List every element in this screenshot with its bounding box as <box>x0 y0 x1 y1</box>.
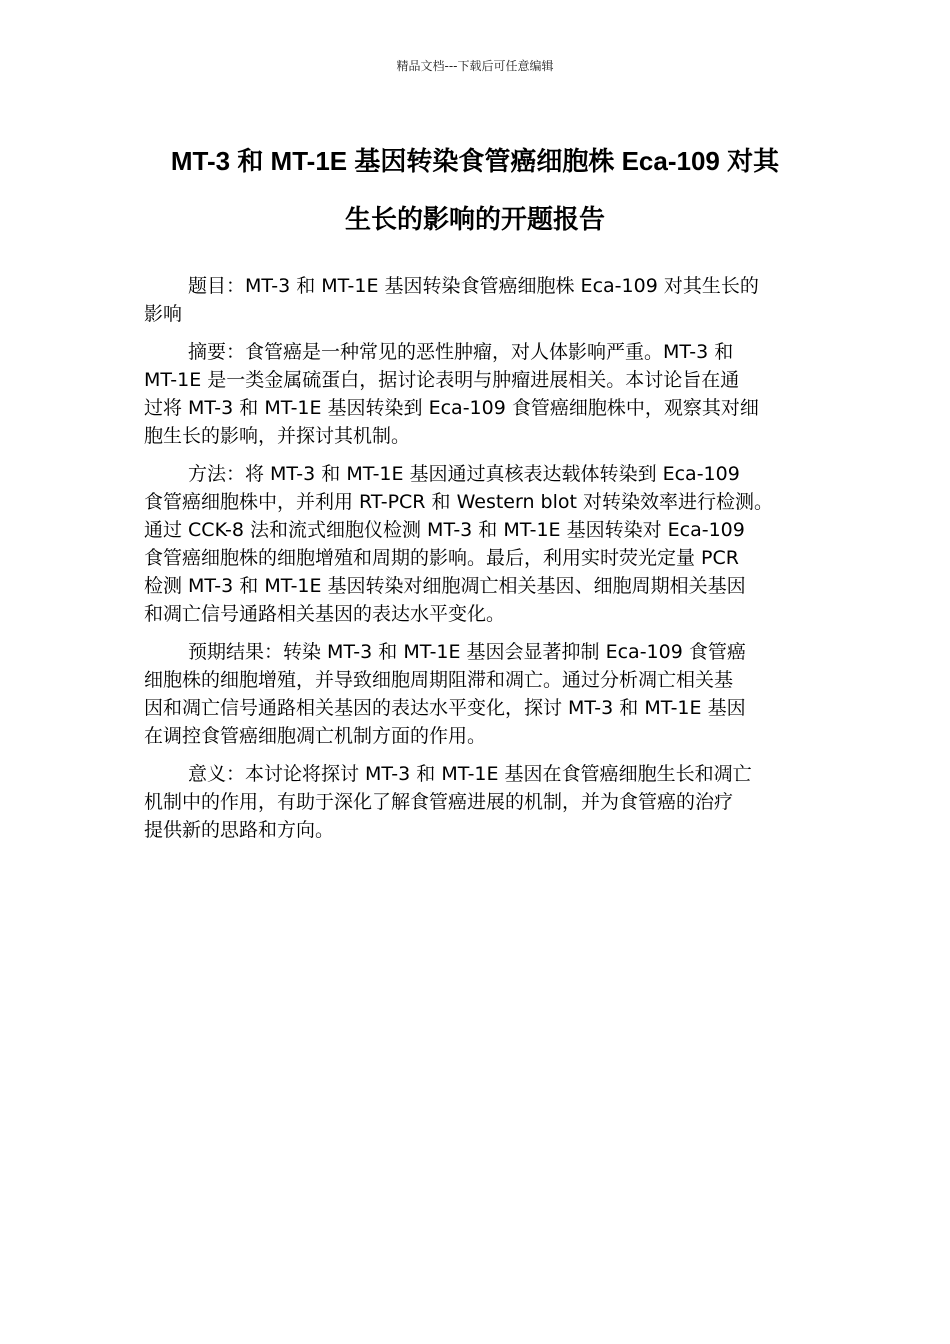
text-line: 机制中的作用，有助于深化了解食管癌进展的机制，并为食管癌的治疗 <box>144 791 734 813</box>
significance-paragraph <box>144 760 816 844</box>
text-line: 和凋亡信号通路相关基因的表达水平变化。 <box>144 603 506 625</box>
title-line-1: MT-3 和 MT-1E 基因转染食管癌细胞株 Eca-109 对其 <box>170 146 780 176</box>
text-line: 预期结果：转染 MT-3 和 MT-1E 基因会显著抑制 Eca-109 食管癌 <box>188 641 746 663</box>
text-line: 影响 <box>144 303 183 325</box>
expected-results-paragraph <box>144 638 816 750</box>
title-line-2: 生长的影响的开题报告 <box>344 204 605 234</box>
topic-paragraph <box>144 272 816 328</box>
text-line: 提供新的思路和方向。 <box>144 819 335 841</box>
text-line: 因和凋亡信号通路相关基因的表达水平变化，探讨 MT-3 和 MT-1E 基因 <box>144 697 746 719</box>
document-title <box>120 132 830 248</box>
text-line: 胞生长的影响，并探讨其机制。 <box>144 425 411 447</box>
text-line: 检测 MT-3 和 MT-1E 基因转染对细胞凋亡相关基因、细胞周期相关基因 <box>144 575 746 597</box>
text-line: MT-1E 是一类金属硫蛋白，据讨论表明与肿瘤进展相关。本讨论旨在通 <box>144 369 740 391</box>
text-line: 通过 CCK-8 法和流式细胞仪检测 MT-3 和 MT-1E 基因转染对 Eca-109 <box>144 519 745 541</box>
text-line: 方法：将 MT-3 和 MT-1E 基因通过真核表达载体转染到 Eca-109 <box>188 463 740 485</box>
abstract-paragraph <box>144 338 816 450</box>
text-line: 细胞株的细胞增殖，并导致细胞周期阻滞和凋亡。通过分析凋亡相关基 <box>144 669 734 691</box>
text-line: 摘要：食管癌是一种常见的恶性肿瘤，对人体影响严重。MT-3 和 <box>188 341 734 363</box>
text-line: 食管癌细胞株中，并利用 RT-PCR 和 Western blot 对转染效率进行检测。 <box>144 491 773 513</box>
text-line: 在调控食管癌细胞凋亡机制方面的作用。 <box>144 725 487 747</box>
document-body <box>144 272 816 854</box>
header-note: 精品文档---下载后可任意编辑 <box>396 59 554 73</box>
methods-paragraph <box>144 460 816 628</box>
text-line: 题目：MT-3 和 MT-1E 基因转染食管癌细胞株 Eca-109 对其生长的 <box>188 275 759 297</box>
text-line: 意义：本讨论将探讨 MT-3 和 MT-1E 基因在食管癌细胞生长和凋亡 <box>188 763 752 785</box>
text-line: 食管癌细胞株的细胞增殖和周期的影响。最后，利用实时荧光定量 PCR <box>144 547 739 569</box>
text-line: 过将 MT-3 和 MT-1E 基因转染到 Eca-109 食管癌细胞株中，观察其对细 <box>144 397 759 419</box>
